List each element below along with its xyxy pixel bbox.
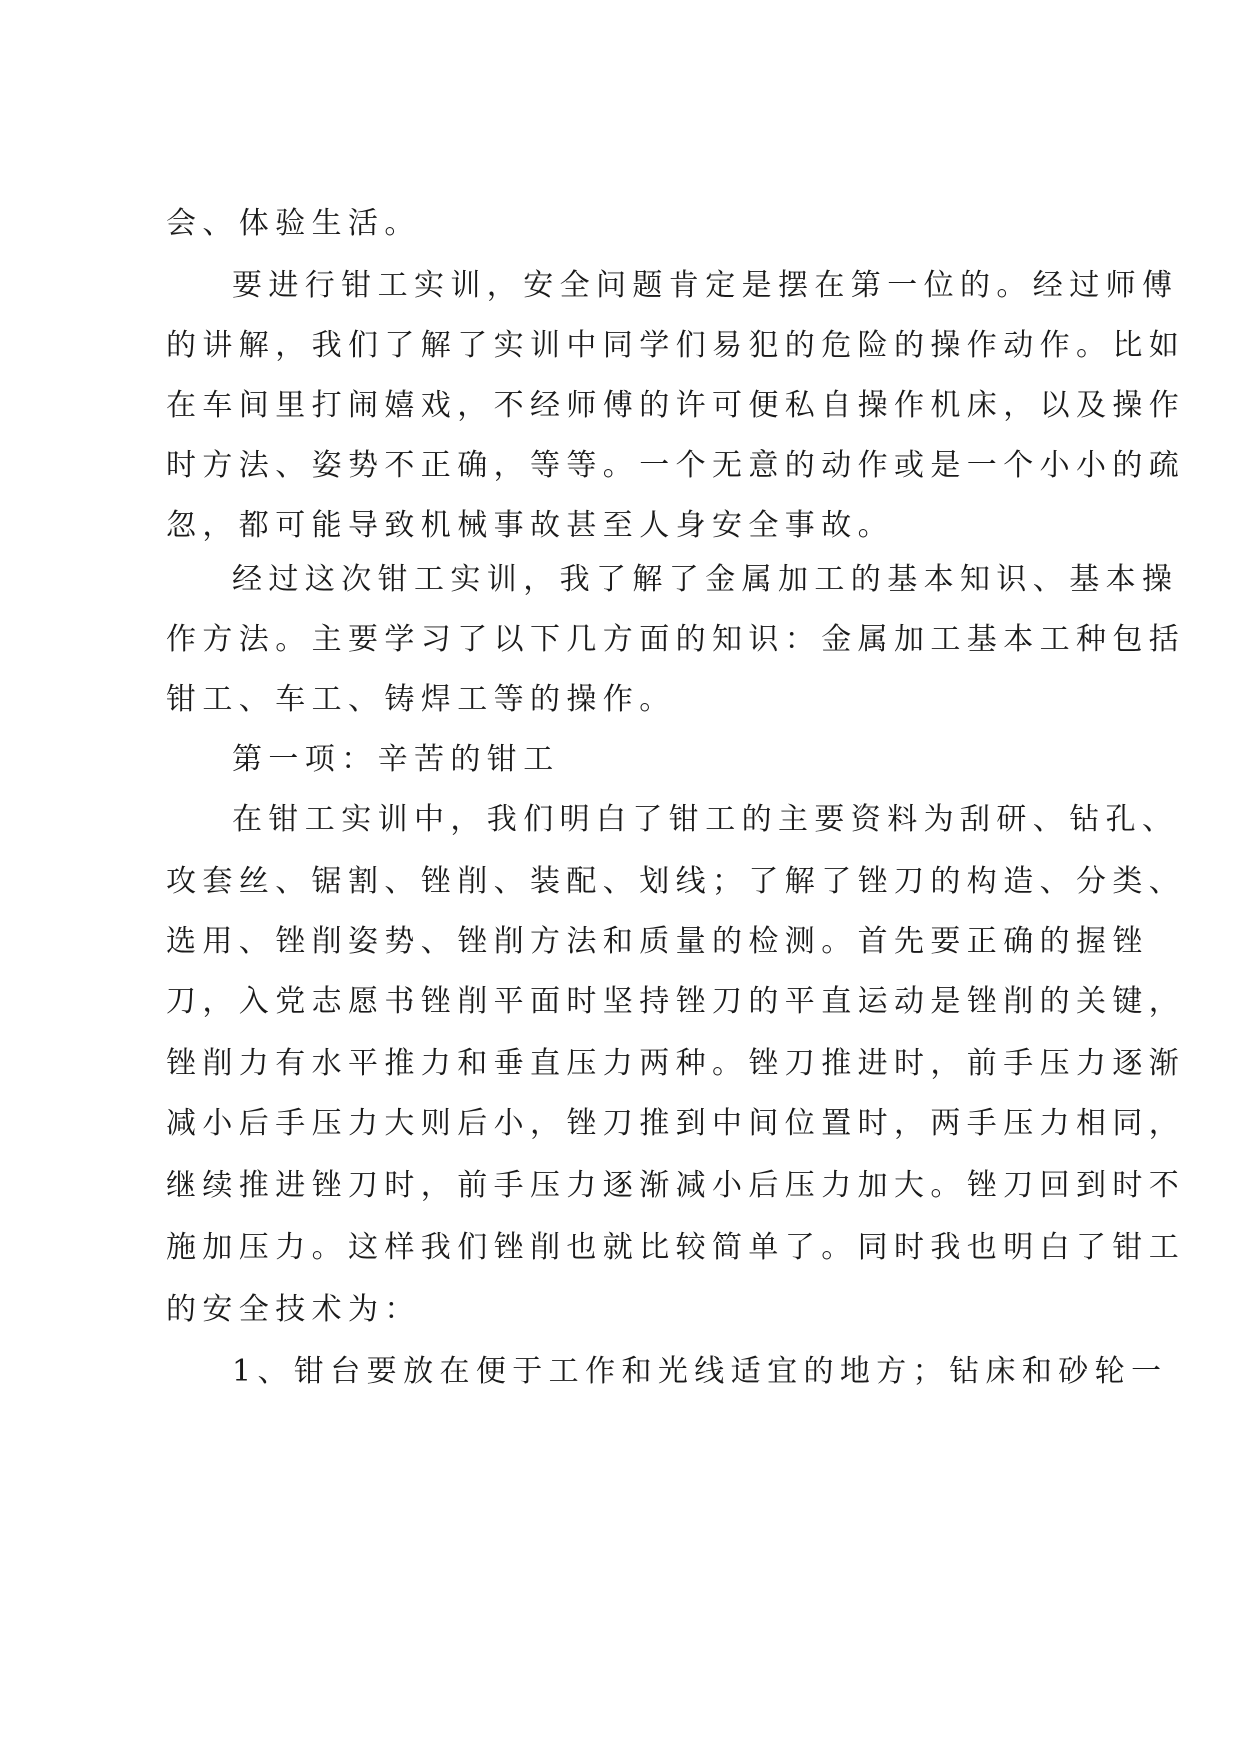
text-line: 时方法、姿势不正确，等等。一个无意的动作或是一个小小的疏 — [166, 448, 1186, 483]
text-line: 锉削力有水平推力和垂直压力两种。锉刀推进时，前手压力逐渐 — [166, 1046, 1186, 1081]
text-line: 选用、锉削姿势、锉削方法和质量的检测。首先要正确的握锉 — [166, 924, 1149, 959]
text-line: 攻套丝、锯割、锉削、装配、划线；了解了锉刀的构造、分类、 — [166, 864, 1186, 899]
section-heading: 第一项：辛苦的钳工 — [232, 742, 560, 777]
paragraph-start-line: 在钳工实训中，我们明白了钳工的主要资料为刮研、钻孔、 — [232, 802, 1179, 837]
text-line: 继续推进锉刀时，前手压力逐渐减小后压力加大。锉刀回到时不 — [166, 1168, 1186, 1203]
paragraph-start-line: 经过这次钳工实训，我了解了金属加工的基本知识、基本操 — [232, 562, 1179, 597]
text-line: 的安全技术为： — [166, 1292, 421, 1327]
text-line: 钳工、车工、铸焊工等的操作。 — [166, 682, 676, 717]
text-line: 施加压力。这样我们锉削也就比较简单了。同时我也明白了钳工 — [166, 1230, 1186, 1265]
paragraph-start-line: 要进行钳工实训，安全问题肯定是摆在第一位的。经过师傅 — [232, 268, 1179, 303]
text-line: 在车间里打闹嬉戏，不经师傅的许可便私自操作机床，以及操作 — [166, 388, 1186, 423]
text-line: 作方法。主要学习了以下几方面的知识：金属加工基本工种包括 — [166, 622, 1186, 657]
list-item: 1、钳台要放在便于工作和光线适宜的地方；钻床和砂轮一 — [232, 1354, 1168, 1389]
text-line: 减小后手压力大则后小，锉刀推到中间位置时，两手压力相同， — [166, 1106, 1186, 1141]
text-line: 的讲解，我们了解了实训中同学们易犯的危险的操作动作。比如 — [166, 328, 1186, 363]
text-line: 忽，都可能导致机械事故甚至人身安全事故。 — [166, 508, 894, 543]
text-line: 会、体验生活。 — [166, 206, 421, 241]
text-line: 刀，入党志愿书锉削平面时坚持锉刀的平直运动是锉削的关键， — [166, 984, 1186, 1019]
